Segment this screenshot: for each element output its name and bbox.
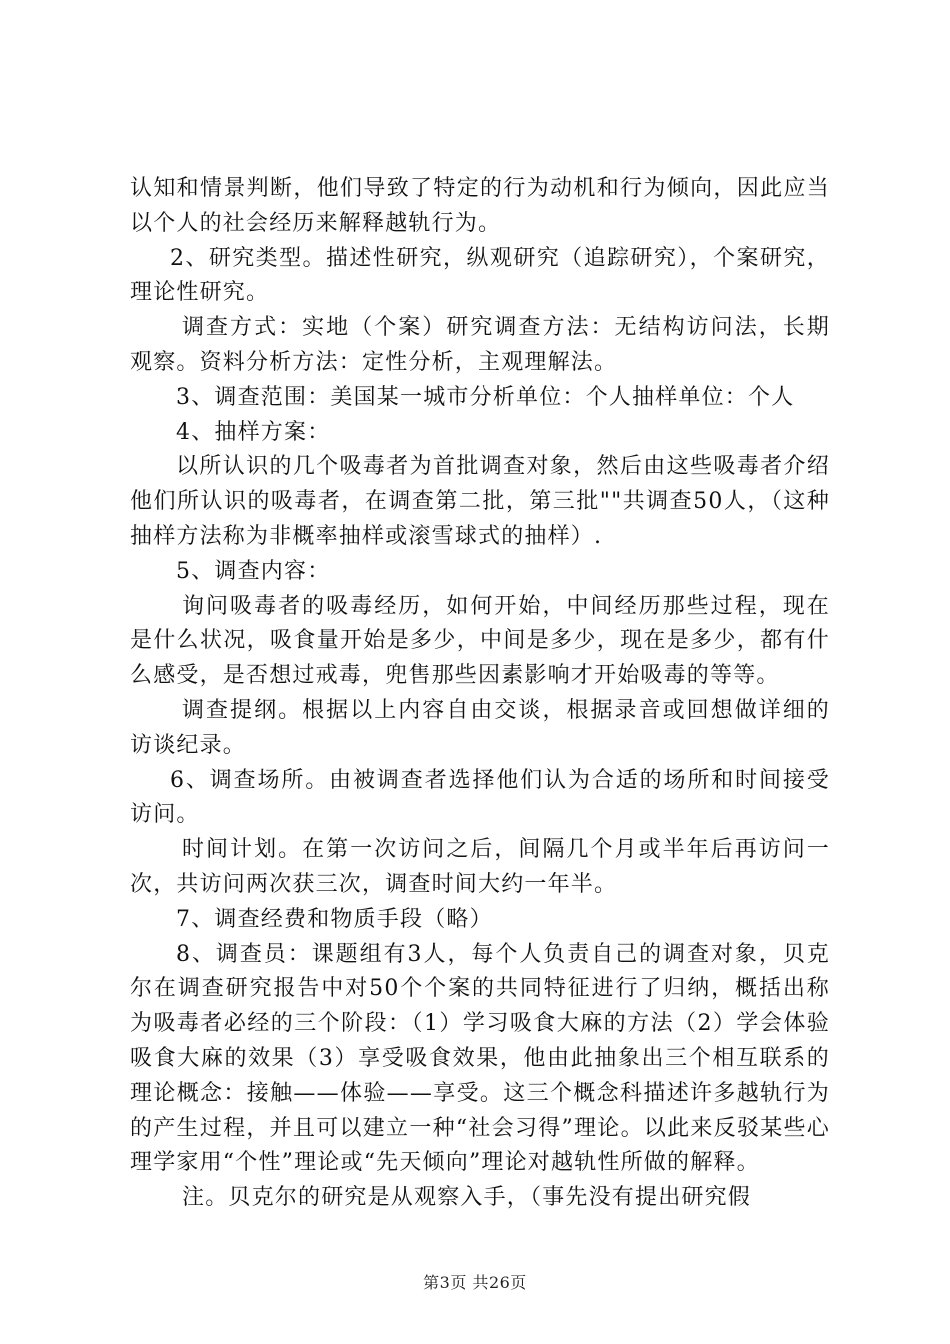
paragraph-survey-scope: 3、调查范围：美国某一城市分析单位：个人抽样单位：个人 <box>176 384 795 410</box>
paragraph-continuation: 认知和情景判断，他们导致了特定的行为动机和行为倾向，因此应当以个人的社会经历来解释越轨行为。 <box>130 176 830 236</box>
paragraph-outline: 调查提纲。根据以上内容自由交谈，根据录音或回想做详细的访谈纪录。 <box>130 697 830 758</box>
paragraph-location: 6、调查场所。由被调查者选择他们认为合适的场所和时间接受访问。 <box>130 767 830 828</box>
paragraph-content-heading: 5、调查内容： <box>176 558 331 584</box>
paragraph-research-type: 2、研究类型。描述性研究，纵观研究（追踪研究），个案研究，理论性研究。 <box>130 245 830 306</box>
paragraph-sampling-plan: 以所认识的几个吸毒者为首批调查对象，然后由这些吸毒者介绍他们所认识的吸毒者，在调查第二批，第三批""共调查50人，（这种抽样方法称为非概率抽样或滚雪球式的抽样）. <box>130 454 830 549</box>
paragraph-budget: 7、调查经费和物质手段（略） <box>176 906 493 932</box>
document-body <box>130 172 830 1216</box>
paragraph-note: 注。贝克尔的研究是从观察入手，（事先没有提出研究假 <box>182 1185 752 1211</box>
paragraph-survey-method: 调查方式：实地（个案）研究调查方法：无结构访问法，长期观察。资料分析方法：定性分析，主观理解法。 <box>130 315 830 375</box>
paragraph-schedule: 时间计划。在第一次访问之后，间隔几个月或半年后再访问一次，共访问两次获三次，调查时间大约一年半。 <box>130 837 830 897</box>
paragraph-sampling-heading: 4、抽样方案： <box>176 419 331 445</box>
page-number-footer: 第3页 共26页 <box>423 1273 527 1292</box>
paragraph-investigators: 8、调查员：课题组有3人，每个人负责自己的调查对象，贝克尔在调查研究报告中对50个个案的共同特征进行了归纳，概括出称为吸毒者必经的三个阶段：（1）学习吸食大麻的方法（2）学会体验吸食大麻的效果（3）享受吸食效果，他由此抽象出三个相互联系的理论概念：接触——体验——享受。这三个概念科描述许多越轨行为的产生过程，并且可以建立一种“社会习得”理论。以此来反驳某些心理学家用“个性”理论或“先天倾向”理论对越轨性所做的解释。 <box>130 941 830 1176</box>
paragraph-survey-content: 询问吸毒者的吸毒经历，如何开始，中间经历那些过程，现在是什么状况，吸食量开始是多少，中间是多少，现在是多少，都有什么感受，是否想过戒毒，兜售那些因素影响才开始吸毒的等等。 <box>130 593 830 689</box>
